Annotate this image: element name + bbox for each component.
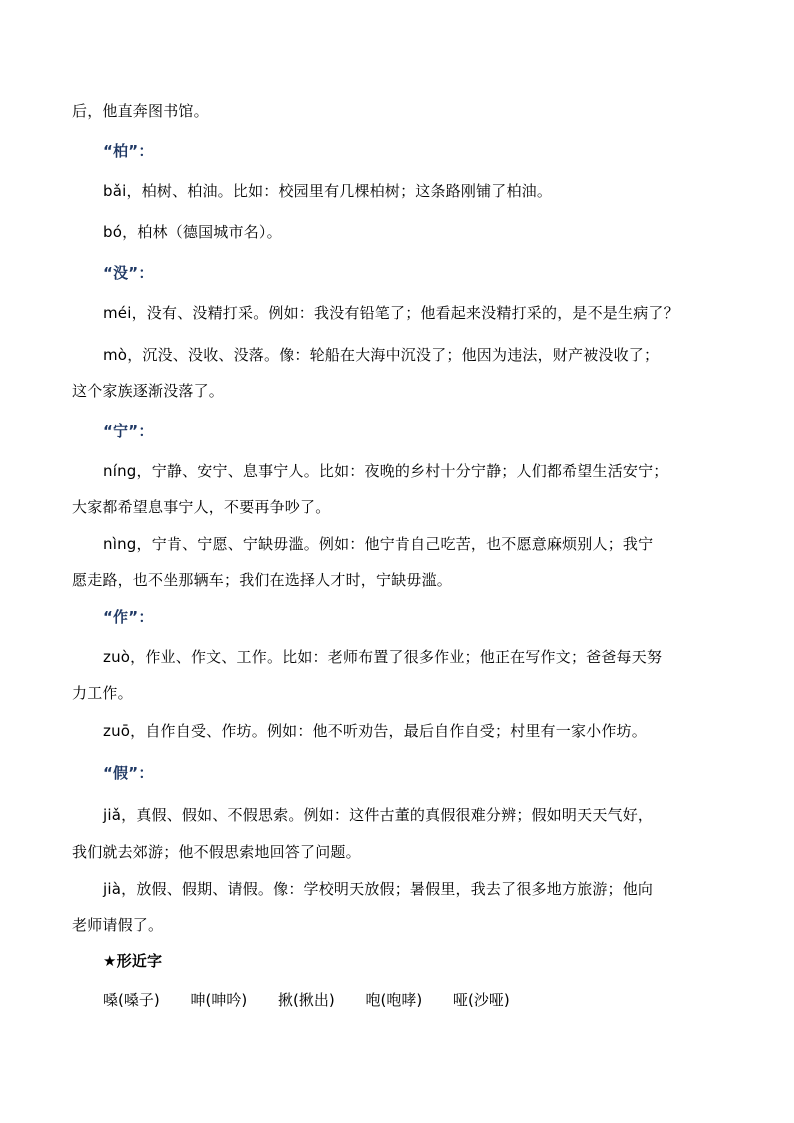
heading-jia: “假”： bbox=[103, 764, 154, 782]
heading-similar-chars: ★形近字 bbox=[103, 952, 163, 970]
similar-char-item: 嗓(嗓子) bbox=[103, 991, 160, 1009]
similar-char-item: 咆(咆哮) bbox=[365, 991, 423, 1009]
text-line: 愿走路，也不坐那辆车；我们在选择人才时，宁缺毋滥。 bbox=[72, 571, 453, 589]
text-line: 大家都希望息事宁人，不要再争吵了。 bbox=[72, 498, 331, 516]
text-line: bó，柏林（德国城市名）。 bbox=[103, 223, 282, 241]
similar-char-item: 揪(揪出) bbox=[278, 991, 335, 1009]
text-line: 力工作。 bbox=[72, 684, 133, 702]
text-line: 后，他直奔图书馆。 bbox=[72, 102, 209, 120]
similar-chars-row bbox=[103, 990, 536, 1010]
similar-char-item: 哑(沙哑) bbox=[453, 991, 510, 1009]
text-line: nìng，宁肯、宁愿、宁缺毋滥。例如：他宁肯自己吃苦，也不愿意麻烦别人；我宁 bbox=[103, 535, 654, 553]
heading-zuo: “作”： bbox=[103, 608, 154, 626]
text-line: zuò，作业、作文、工作。比如：老师布置了很多作业；他正在写作文；爸爸每天努 bbox=[103, 648, 663, 666]
text-line: jià，放假、假期、请假。像：学校明天放假；暑假里，我去了很多地方旅游；他向 bbox=[103, 880, 654, 898]
similar-char-item: 呻(呻吟) bbox=[190, 991, 248, 1009]
text-line: méi，没有、没精打采。例如：我没有铅笔了；他看起来没精打采的，是不是生病了？ bbox=[103, 304, 679, 322]
text-line: mò，沉没、没收、没落。像：轮船在大海中沉没了；他因为违法，财产被没收了； bbox=[103, 346, 660, 364]
text-line: 我们就去郊游；他不假思索地回答了问题。 bbox=[72, 843, 361, 861]
text-line: jiǎ，真假、假如、不假思索。例如：这件古董的真假很难分辨；假如明天天气好， bbox=[103, 806, 654, 824]
heading-mei: “没”： bbox=[103, 264, 154, 282]
text-line: bǎi，柏树、柏油。比如：校园里有几棵柏树；这条路刚铺了柏油。 bbox=[103, 182, 553, 200]
text-line: zuō，自作自受、作坊。例如：他不听劝告，最后自作自受；村里有一家小作坊。 bbox=[103, 722, 647, 740]
heading-ning: “宁”： bbox=[103, 422, 154, 440]
text-line: 老师请假了。 bbox=[72, 916, 164, 934]
text-line: níng，宁静、安宁、息事宁人。比如：夜晚的乡村十分宁静；人们都希望生活安宁； bbox=[103, 462, 669, 480]
text-line: 这个家族逐渐没落了。 bbox=[72, 382, 225, 400]
heading-bai: “柏”： bbox=[103, 142, 154, 160]
